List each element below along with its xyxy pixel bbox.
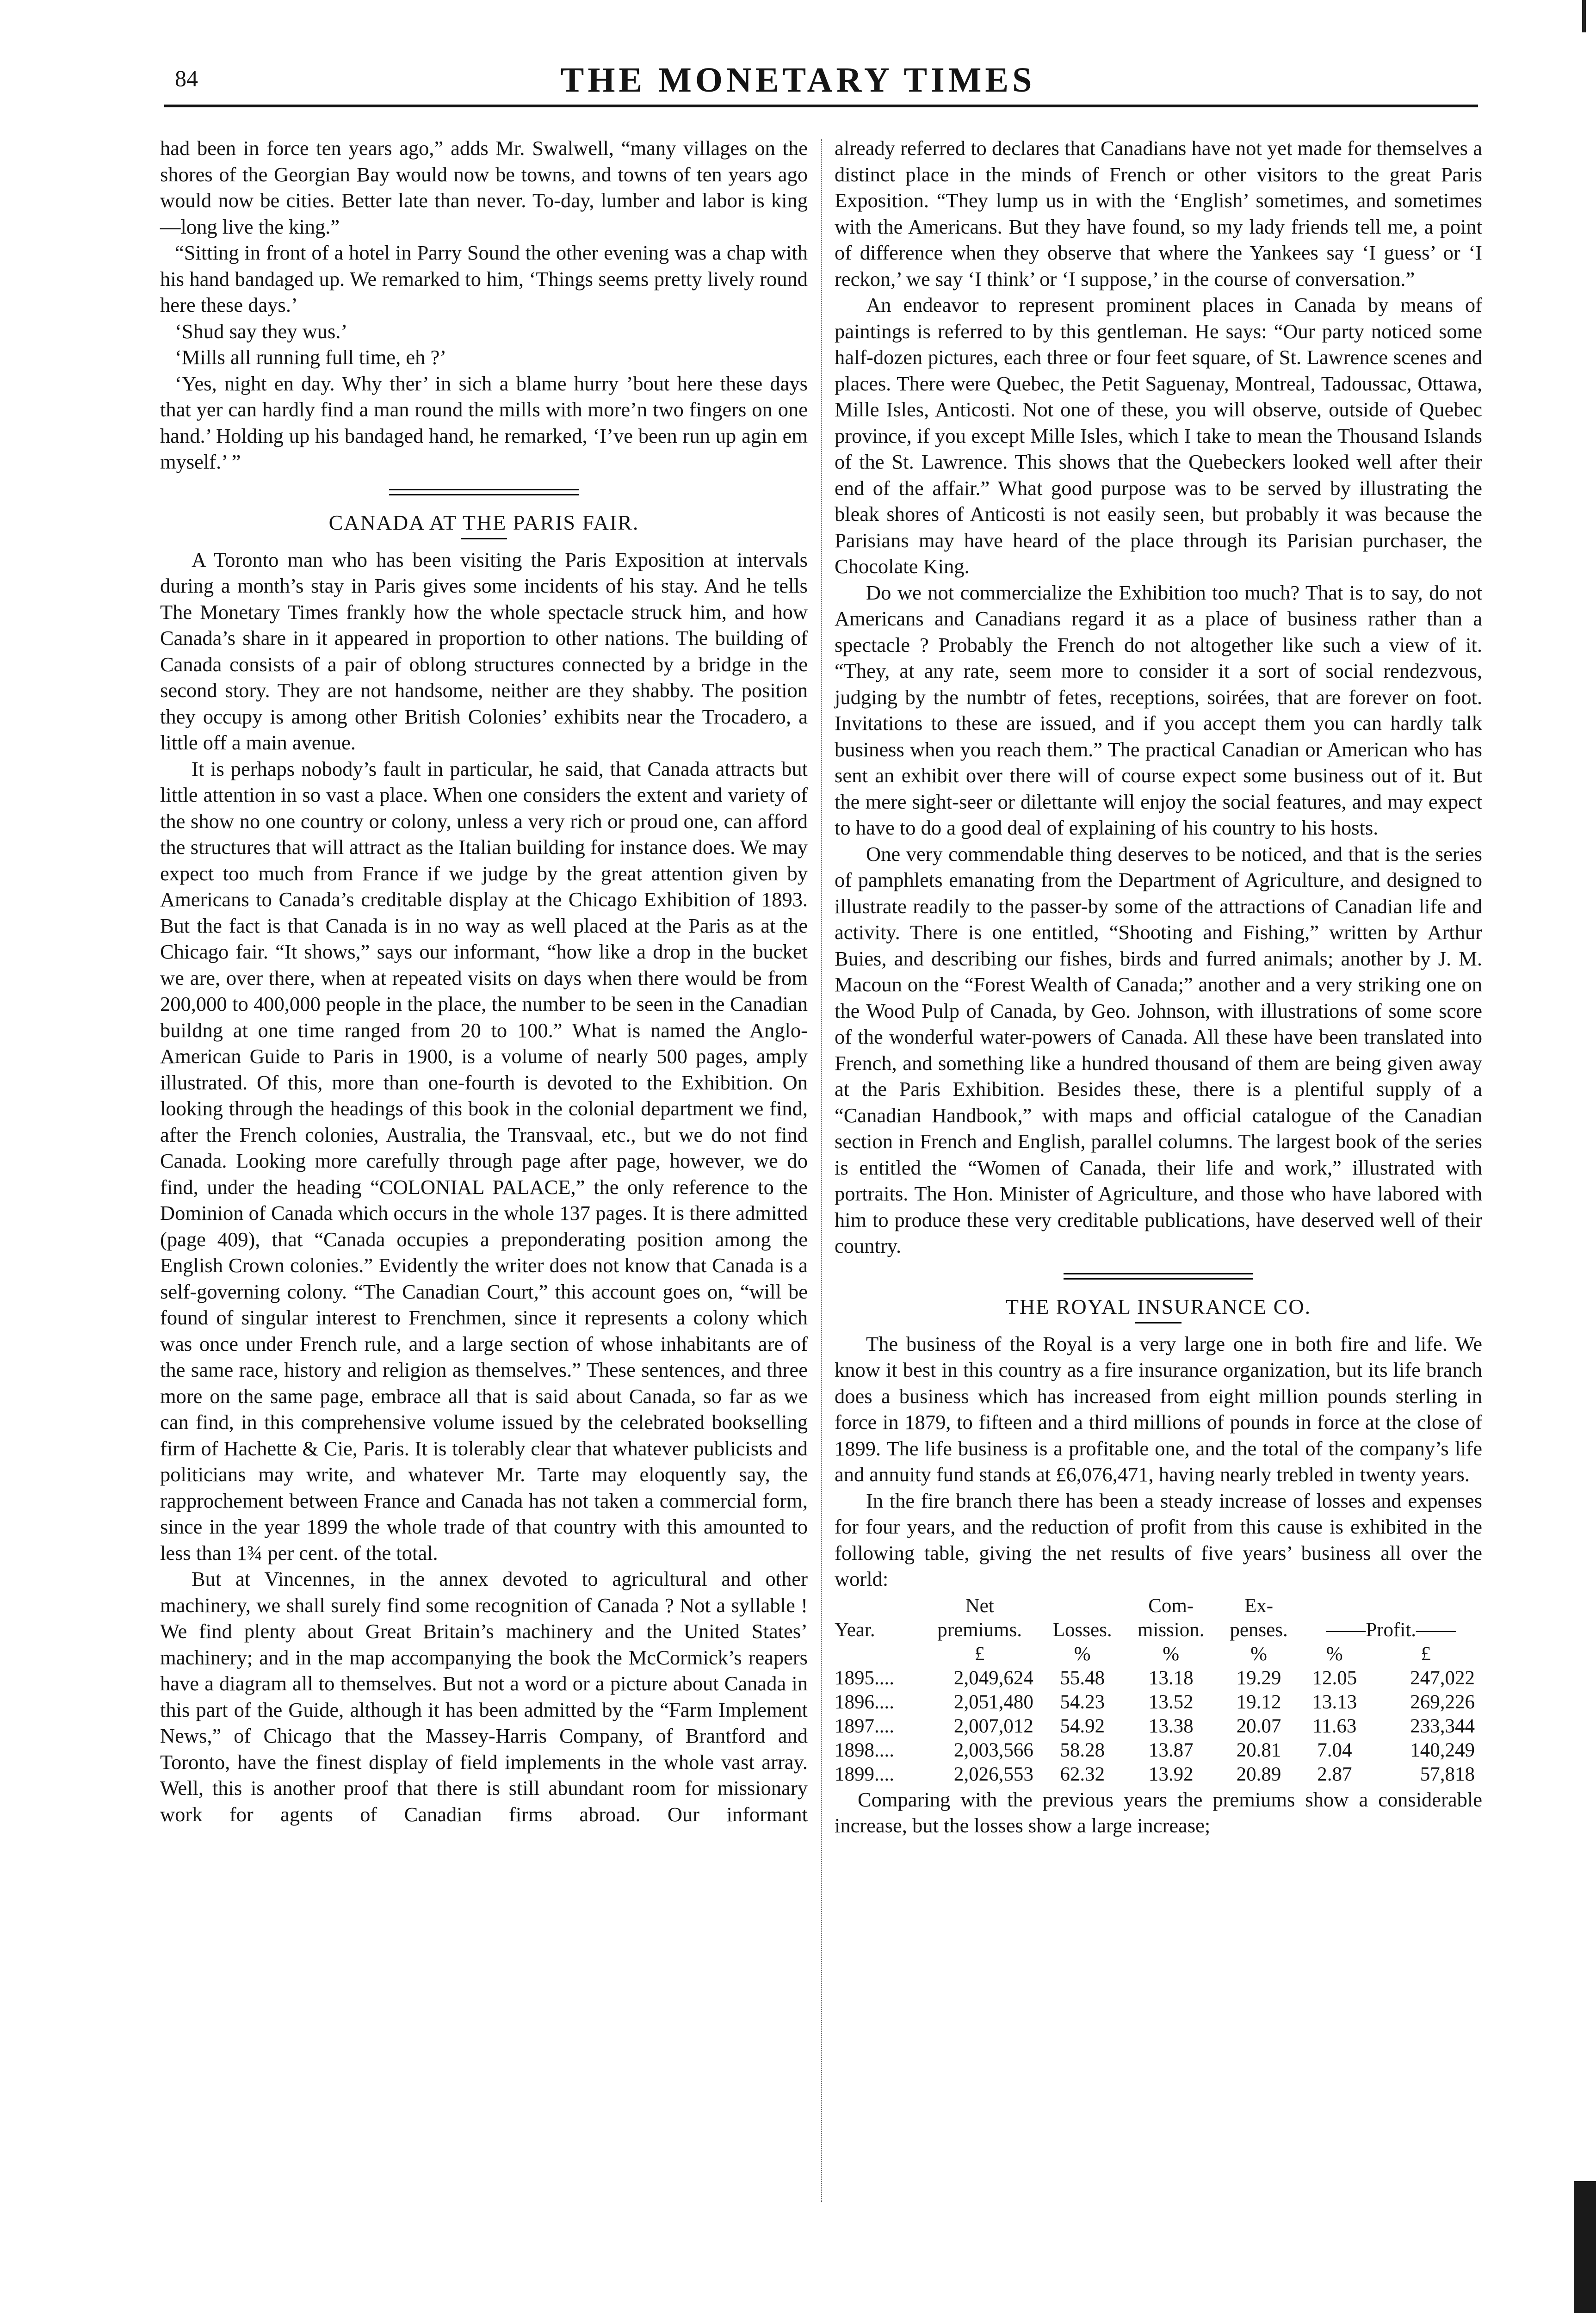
table-unit-cell: £ [1421,1643,1431,1665]
premiums-cell: 2,049,624 [953,1667,1033,1689]
paragraph: But at Vincennes, in the annex devoted to agricultural and other machinery, we shall surely find some recognition of Canada ? Not a syllable ! We find plenty about Great Britain’s machinery and the United States’ machinery; and in the map accompanying the book the McCormick’s reapers have a diagram all to themselves. But not a word or a picture about Canada in this part of the Guide, although it has been admitted by the “Farm Implement News,” of Chicago that the Massey-Harris Company, of Brantford and Toronto, have the finest display of field implements in the whole vast array. Well, this is another proof that there is still abundant room for missionary work for agents of Canadian firms abroad. Our informant [160,1567,808,1826]
right-column [835,135,1482,1839]
commission-cell: 13.92 [1148,1763,1194,1785]
profit-amount-cell: 247,022 [1410,1667,1475,1689]
commission-cell: 13.18 [1148,1667,1194,1689]
table-header-cell [835,1594,918,1618]
table-header-cell: penses. [1230,1619,1288,1641]
left-column [160,135,808,1827]
year-cell: 1896.... [835,1691,894,1713]
losses-cell: 54.92 [1060,1715,1105,1737]
expenses-cell: 19.29 [1236,1667,1281,1689]
paragraph: It is perhaps nobody’s fault in particular, he said, that Canada attracts but little attention in so vast a place. When one considers the extent and variety of the show no one country or colony, unless a very rich or proud one, can afford the structures that will attract as the Italian building for instance does. We may expect too much from France if we judge by the great attention given by Americans to Canada’s creditable display at the Chicago Exhibition of 1893. But the fact is that Canada is in no way as well placed at the Paris as at the Chicago fair. “It shows,” says our informant, “how like a drop in the bucket we are, over there, when at repeated visits on days when there would be from 200,000 to 400,000 people in the place, the number to be seen in the Canadian buildng at one time ranged from 20 to 100.” What is named the Anglo-American Guide to Paris in 1900, is a volume of nearly 500 pages, amply illustrated. Of this, more than one-fourth is devoted to the Exhibition. On looking through the headings of this book in the colonial department we find, after the French colonies, Australia, the Transvaal, etc., but we do not find Canada. Looking more carefully through page after page, however, we do find, under the heading “COLONIAL PALACE,” the only reference to the Dominion of Canada which occurs in the whole 137 pages. It is there admitted (page 409), that “Canada occupies a preponderating position among the English Crown colonies.” Evidently the writer does not know that Canada is a self-governing colony. “The Canadian Court,” this account goes on, “will be found of singular interest to Frenchmen, since it represents a colony which was once under French rule, and a large section of whose inhabitants are of the same race, history and religion as themselves.” These sentences, and three more on the same page, embrace all that is said about Canada, so far as we can find, in this comprehensive volume issued by the celebrated bookselling firm of Hachette & Cie, Paris. It is tolerably clear that whatever publicists and politicians may write, and whatever Mr. Tarte may eloquently say, the rapprochement between France and Canada has not taken a commercial form, since in the year 1899 the whole trade of that country with this amounted to less than 1¾ per cent. of the total. [160,757,808,1565]
paragraph: In the fire branch there has been a steady increase of losses and expenses for four years, and the reduction of profit from this cause is exhibited in the following table, giving the net results of five years’ business all over the world: [835,1489,1482,1590]
losses-cell: 58.28 [1060,1739,1105,1761]
paragraph: “Sitting in front of a hotel in Parry Sound the other evening was a chap with his hand bandaged up. We remarked to him, ‘Things seems pretty lively round here these days.’ [160,241,808,316]
table-unit-cell: £ [974,1643,985,1665]
table-header-cell [1299,1594,1369,1618]
profit-amount-cell: 140,249 [1410,1739,1475,1761]
profit-percent-cell: 2.87 [1317,1763,1352,1785]
table-unit-cell: % [1326,1643,1343,1665]
page-number: 84 [175,65,198,91]
commission-cell: 13.87 [1148,1739,1194,1761]
losses-cell: 54.23 [1060,1691,1105,1713]
year-cell: 1899.... [835,1763,894,1785]
premiums-cell: 2,007,012 [953,1715,1033,1737]
table-row [835,1690,1482,1714]
paragraph: ‘Yes, night en day. Why ther’ in sich a blame hurry ’bout here these days that yer can hardly find a man round the mills with more’n two fingers on one hand.’ Holding up his bandaged hand, he remarked, ‘I’ve been run up agin em myself.’ ” [160,371,808,473]
table-header-cell [1369,1594,1482,1618]
paragraph: already referred to declares that Canadians have not yet made for themselves a distinct place in the minds of French or other visitors to the great Paris Exposition. “They lump us in with the ‘English’ sometimes, and sometimes with the Americans. But they have found, so my lady friends tell me, a point of difference when they observe that where the Yankees say ‘I guess’ or ‘I reckon,’ we say ‘I think’ or ‘I suppose,’ in the course of conversation.” [835,136,1482,291]
table-header-cell: mission. [1137,1619,1205,1641]
table-header-cell: Com- [1148,1595,1194,1617]
column-divider [821,139,822,2202]
title-underline [461,538,507,539]
table-header-cell: Year. [835,1619,875,1641]
fire-branch-results-table [835,1594,1482,1787]
year-cell: 1895.... [835,1667,894,1689]
paragraph: One very commendable thing deserves to be noticed, and that is the series of pamphlets emanating from the Department of Agriculture, and designed to illustrate readily to the passer-by some of the attractions of Canadian life and activity. There is one entitled, “Shooting and Fishing,” written by Arthur Buies, and describing our fishes, birds and furred animals; another by J. M. Macoun on the “Forest Wealth of Canada;” another and a very striking one on the Wood Pulp of Canada, by Geo. Johnson, with illustrations of some score of the wonderful water-powers of Canada. All these have been translated into French, and something like a hundred thousand of them are being given away at the Paris Exhibition. Besides these, there is a plentiful supply of a “Canadian Handbook,” with maps and official catalogue of the Canadian section in French and English, parallel columns. The largest book of the series is entitled the “Women of Canada, their life and work,” illustrated with portraits. The Hon. Minister of Agriculture, and those who have labored with him to produce these very creditable publications, have deserved well of their country. [835,842,1482,1257]
paragraph: ‘Mills all running full time, eh ?’ [175,346,447,369]
paragraph: An endeavor to represent prominent places in Canada by means of paintings is referred to by this gentleman. He says: “Our party noticed some half-dozen pictures, each three or four feet square, of St. Lawrence scenes and places. There were Quebec, the Petit Saguenay, Montreal, Tadoussac, Ottawa, Mille Isles, Anticosti. Not one of these, you will observe, outside of Quebec province, if you except Mille Isles, which I take to mean the Thousand Islands of the St. Lawrence. This shows that the Quebeckers looked well after their end of the affair.” What good purpose was to be served by illustrating the bleak shores of Anticosti is not easily seen, but probably it was because the Parisians may have heard of the place through its Parisian purchaser, the Chocolate King. [835,293,1482,578]
commission-cell: 13.38 [1148,1715,1194,1737]
expenses-cell: 19.12 [1236,1691,1281,1713]
paragraph: Do we not commercialize the Exhibition too much? That is to say, do not Americans and Canadians regard it as a place of business rather than a spectacle ? Probably the French do not altogether like such a view of it. “They, at any rate, seem more to consider it a sort of social rendezvous, judging by the numbtr of fetes, receptions, soirées, that are forever on foot. Invitations to these are issued, and if you accept them you can hardly talk business when you reach them.” The practical Canadian or American who has sent an exhibit over there will of course expect some business out of it. But the mere sight-seer or dilettante will enjoy the social features, and may expect to have to do a good deal of explaining of his country to his hosts. [835,581,1482,839]
table-unit-cell: % [1074,1643,1091,1665]
expenses-cell: 20.07 [1236,1715,1281,1737]
table-header-cell: premiums. [937,1619,1022,1641]
table-header-row [835,1618,1482,1642]
article-title: THE ROYAL INSURANCE CO. [1005,1294,1311,1318]
profit-amount-cell: 233,344 [1410,1715,1475,1737]
year-cell: 1897.... [835,1715,894,1737]
table-header-cell: Net [965,1595,994,1617]
table-row [835,1666,1482,1690]
losses-cell: 55.48 [1060,1667,1105,1689]
corner-mark [1582,0,1586,32]
profit-percent-cell: 11.63 [1312,1715,1357,1737]
paragraph: had been in force ten years ago,” adds Mr. Swalwell, “many villages on the shores of the Georgian Bay would now be towns, and towns of ten years ago would now be cities. Better late than never. To-day, lumber and labor is king—long live the king.” [160,136,808,238]
section-rule [389,489,579,495]
table-unit-cell: % [1250,1643,1267,1665]
premiums-cell: 2,051,480 [953,1691,1033,1713]
table-header-row [835,1594,1482,1618]
table-unit-cell [835,1642,918,1666]
profit-percent-cell: 7.04 [1317,1739,1352,1761]
paragraph: Comparing with the previous years the premiums show a considerable increase, but the losses show a large increase; [835,1787,1482,1837]
expenses-cell: 20.81 [1236,1739,1281,1761]
table-row [835,1714,1482,1738]
table-units-row [835,1642,1482,1666]
table-header-cell: ——Profit.—— [1326,1619,1456,1641]
table-header-cell [1041,1594,1124,1618]
paragraph: ‘Shud say they wus.’ [175,319,348,343]
title-underline [1135,1322,1182,1323]
table-header-cell: Losses. [1052,1619,1112,1641]
table-row [835,1738,1482,1763]
year-cell: 1898.... [835,1739,894,1761]
profit-percent-cell: 12.05 [1312,1667,1357,1689]
paragraph: A Toronto man who has been visiting the Paris Exposition at intervals during a month’s stay in Paris gives some incidents of his stay. And he tells The Monetary Times frankly how the whole spectacle struck him, and how Canada’s share in it appeared in proportion to other nations. The building of Canada consists of a pair of oblong structures connected by a bridge in the second story. They are not handsome, neither are they shabby. The position they occupy is among other British Colonies’ exhibits near the Trocadero, a little off a main avenue. [160,548,808,754]
profit-amount-cell: 57,818 [1420,1763,1475,1785]
losses-cell: 62.32 [1060,1763,1105,1785]
header-rule [164,105,1478,107]
premiums-cell: 2,026,553 [953,1763,1033,1785]
table-unit-cell: % [1163,1643,1180,1665]
edge-mark [1574,2181,1596,2313]
profit-amount-cell: 269,226 [1410,1691,1475,1713]
commission-cell: 13.52 [1148,1691,1194,1713]
table-header-cell: Ex- [1244,1595,1274,1617]
table-row [835,1763,1482,1787]
section-rule [1064,1273,1253,1280]
profit-percent-cell: 13.13 [1312,1691,1357,1713]
article-title: CANADA AT THE PARIS FAIR. [328,510,639,534]
premiums-cell: 2,003,566 [953,1739,1033,1761]
paragraph: The business of the Royal is a very large one in both fire and life. We know it best in this country as a fire insurance organization, but its life branch does a business which has increased from eight million pounds sterling in force in 1879, to fifteen and a third millions of pounds in force at the close of 1899. The life business is a profitable one, and the total of the company’s life and annuity fund stands at £6,076,471, having nearly trebled in twenty years. [835,1332,1482,1486]
expenses-cell: 20.89 [1236,1763,1281,1785]
masthead: THE MONETARY TIMES [560,61,1036,99]
